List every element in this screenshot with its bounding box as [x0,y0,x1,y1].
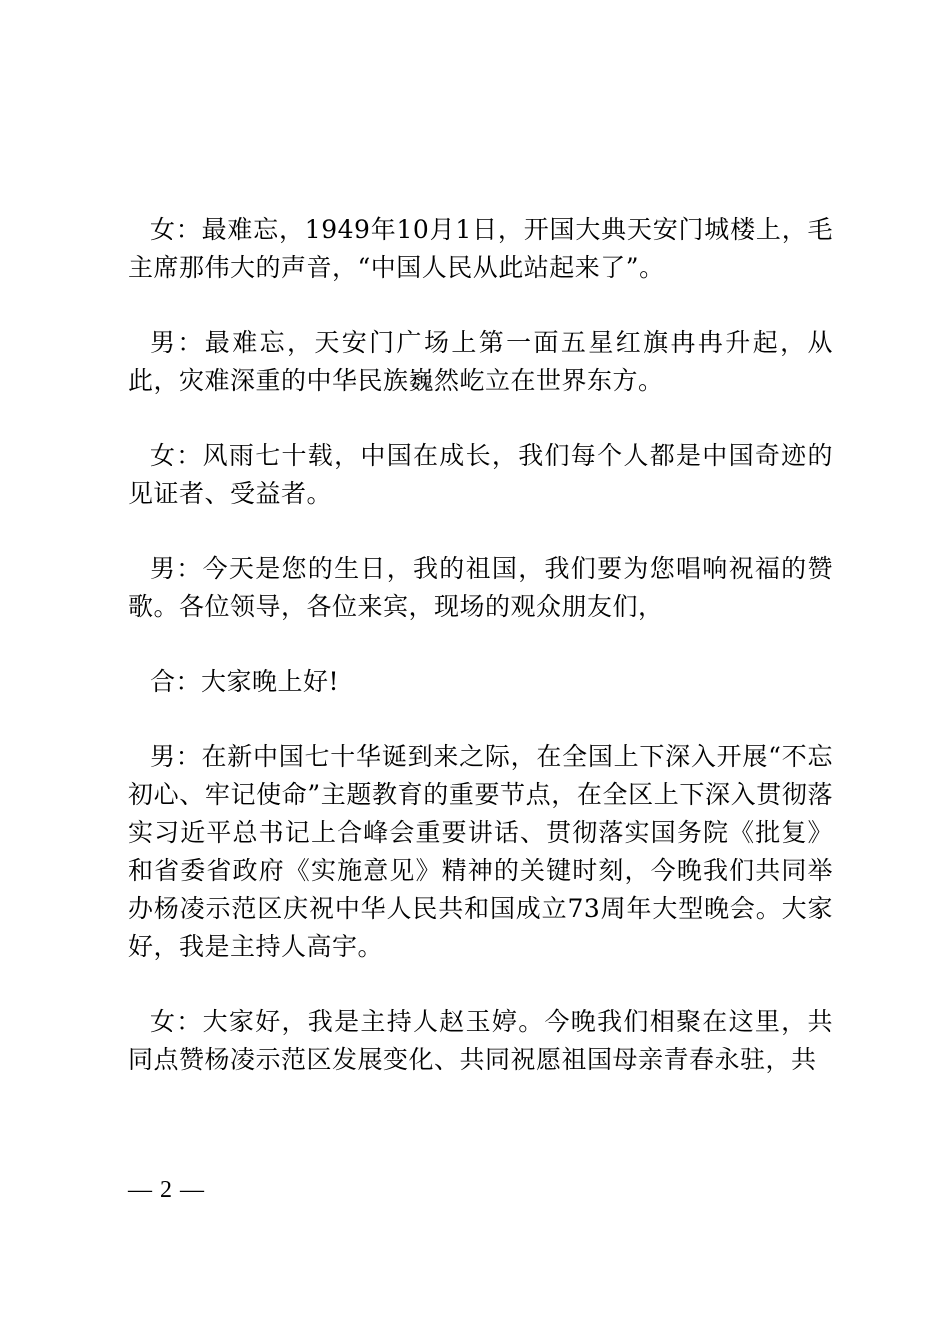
paragraph-text: 大家好，我是主持人赵玉婷。今晚我们相聚在这里，共同点赞杨凌示范区发展变化、共同祝愿祖国母亲青春永驻，共 [128,1007,833,1074]
paragraph-5 [128,663,833,701]
paragraph-6 [128,738,833,966]
paragraph-3 [128,437,833,513]
speaker-label: 女： [150,441,203,470]
paragraph-2 [128,324,833,400]
paragraph-text: 最难忘，1949年10月1日，开国大典天安门城楼上，毛主席那伟大的声音，“中国人民从此站起来了”。 [128,215,833,282]
paragraph-text: 在新中国七十华诞到来之际，在全国上下深入开展“不忘初心、牢记使命”主题教育的重要节点，在全区上下深入贯彻落实习近平总书记上合峰会重要讲话、贯彻落实国务院《批复》和省委省政府《实施意见》精神的关键时刻，今晚我们共同举办杨凌示范区庆祝中华人民共和国成立73周年大型晚会。大家好，我是主持人高宇。 [128,742,833,961]
speaker-label: 女： [150,215,202,244]
paragraph-text: 最难忘，天安门广场上第一面五星红旗冉冉升起，从此，灾难深重的中华民族巍然屹立在世界东方。 [128,328,833,395]
document-body [128,211,833,1116]
paragraph-text: 风雨七十载，中国在成长，我们每个人都是中国奇迹的见证者、受益者。 [128,441,833,508]
paragraph-7 [128,1003,833,1079]
speaker-label: 女： [150,1007,203,1036]
speaker-label: 男： [150,554,203,583]
paragraph-1 [128,211,833,287]
speaker-label: 合： [150,667,202,696]
speaker-label: 男： [150,742,202,771]
page-number: — 2 — [128,1177,205,1203]
paragraph-text: 今天是您的生日，我的祖国，我们要为您唱响祝福的赞歌。各位领导，各位来宾，现场的观众朋友们， [128,554,833,621]
paragraph-4 [128,550,833,626]
speaker-label: 男： [150,328,205,357]
paragraph-text: 大家晚上好! [201,667,340,696]
